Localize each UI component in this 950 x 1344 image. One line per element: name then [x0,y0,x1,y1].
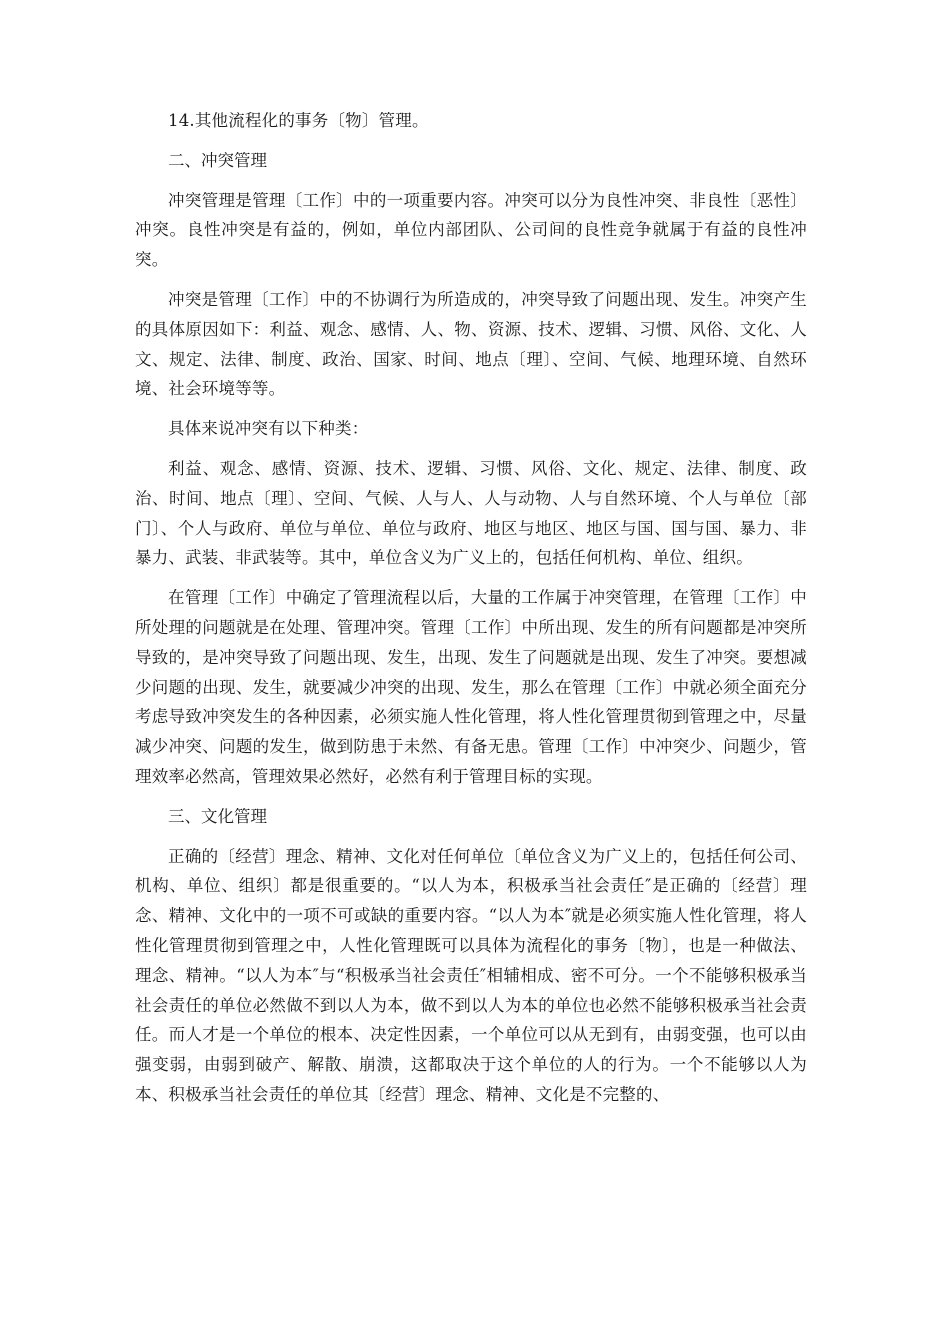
paragraph-conflict-types: 利益、观念、感情、资源、技术、逻辑、习惯、风俗、文化、规定、法律、制度、政治、时间、地点〔理〕、空间、气候、人与人、人与动物、人与自然环境、个人与单位〔部门〕、个人与政府、单位与单位、单位与政府、地区与地区、地区与国、国与国、暴力、非暴力、武装、非武装等。其中，单位含义为广义上的，包括任何机构、单位、组织。 [135,458,807,568]
section-heading-culture: 三、文化管理 [168,806,267,826]
document-page [135,106,807,1110]
section-heading-conflict: 二、冲突管理 [168,150,267,170]
paragraph-conflict-types-lead: 具体来说冲突有以下种类： [168,419,369,439]
paragraph-conflict-causes: 冲突是管理〔工作〕中的不协调行为所造成的，冲突导致了问题出现、发生。冲突产生的具体原因如下：利益、观念、感情、人、物、资源、技术、逻辑、习惯、风俗、文化、人文、规定、法律、制度、政治、国家、时间、地点〔理〕、空间、气候、地理环境、自然环境、社会环境等等。 [135,289,807,399]
paragraph-culture-management: 正确的〔经营〕理念、精神、文化对任何单位〔单位含义为广义上的，包括任何公司、机构、单位、组织〕都是很重要的。“以人为本，积极承当社会责任″是正确的〔经营〕理念、精神、文化中的一项不可或缺的重要内容。“以人为本″就是必须实施人性化管理，将人性化管理贯彻到管理之中，人性化管理既可以具体为流程化的事务〔物〕，也是一种做法、理念、精神。“以人为本″与“积极承当社会责任″相辅相成、密不可分。一个不能够积极承当社会责任的单位必然做不到以人为本，做不到以人为本的单位也必然不能够积极承当社会责任。而人才是一个单位的根本、决定性因素，一个单位可以从无到有，由弱变强，也可以由强变弱，由弱到破产、解散、崩溃，这都取决于这个单位的人的行为。一个不能够以人为本、积极承当社会责任的单位其〔经营〕理念、精神、文化是不完整的、 [135,846,807,1104]
paragraph-conflict-management: 在管理〔工作〕中确定了管理流程以后，大量的工作属于冲突管理，在管理〔工作〕中所处理的问题就是在处理、管理冲突。管理〔工作〕中所出现、发生的所有问题都是冲突所导致的，是冲突导致了问题出现、发生，出现、发生了问题就是出现、发生了冲突。要想减少问题的出现、发生，就要减少冲突的出现、发生，那么在管理〔工作〕中就必须全面充分考虑导致冲突发生的各种因素，必须实施人性化管理，将人性化管理贯彻到管理之中，尽量减少冲突、问题的发生，做到防患于未然、有备无患。管理〔工作〕中冲突少、问题少，管理效率必然高，管理效果必然好，必然有利于管理目标的实现。 [135,588,807,786]
paragraph-conflict-intro: 冲突管理是管理〔工作〕中的一项重要内容。冲突可以分为良性冲突、非良性〔恶性〕冲突。良性冲突是有益的，例如，单位内部团队、公司间的良性竞争就属于有益的良性冲突。 [135,190,807,270]
list-item-14: 14.其他流程化的事务〔物〕管理。 [168,111,429,130]
